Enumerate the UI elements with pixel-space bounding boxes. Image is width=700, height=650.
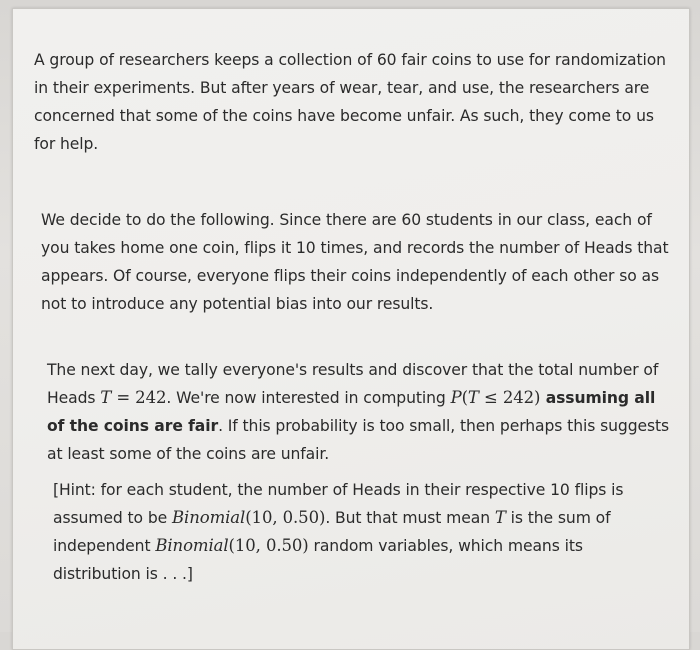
results-text-3: . If this probability is too small, then perhaps this suggests at least some of the coins are unfair. — [47, 417, 670, 463]
math-T-2: T — [494, 508, 506, 527]
math-probability: P(T ≤ 242) — [450, 388, 541, 407]
results-text-1: The next day, we tally everyone's results and discover that the total number of Heads — [47, 361, 659, 407]
procedure-paragraph: We decide to do the following. Since there are 60 students in our class, each of you takes home one coin, flips it 10 times, and records the number of Heads that appears. Of course, everyone flips their coins independently of each other so as not to introduce any potential bias into our results. — [41, 211, 669, 313]
results-text-2: . We're now interested in computing — [166, 389, 451, 407]
math-T: T = 242 — [100, 388, 167, 407]
math-binomial-2: Binomial(10, 0.50) — [155, 536, 309, 555]
question-card — [12, 8, 690, 650]
hint-text-3: is the sum of independent — [53, 509, 611, 555]
hint-text-2: . But that must mean — [325, 509, 495, 527]
hint-text-4: random variables, which means its distribution is . . .] — [53, 537, 583, 583]
hint-text-1: [Hint: for each student, the number of Heads in their respective 10 flips is assumed to be — [53, 481, 624, 527]
intro-paragraph: A group of researchers keeps a collection of 60 fair coins to use for randomization in their experiments. But after years of wear, tear, and use, the researchers are concerned that some of the coins have become unfair. As such, they come to us for help. — [34, 51, 666, 153]
results-paragraph — [47, 356, 677, 468]
hint-paragraph — [53, 476, 673, 588]
assumption-bold-text: assuming all of the coins are fair — [47, 389, 656, 435]
math-binomial-1: Binomial(10, 0.50) — [172, 508, 326, 527]
